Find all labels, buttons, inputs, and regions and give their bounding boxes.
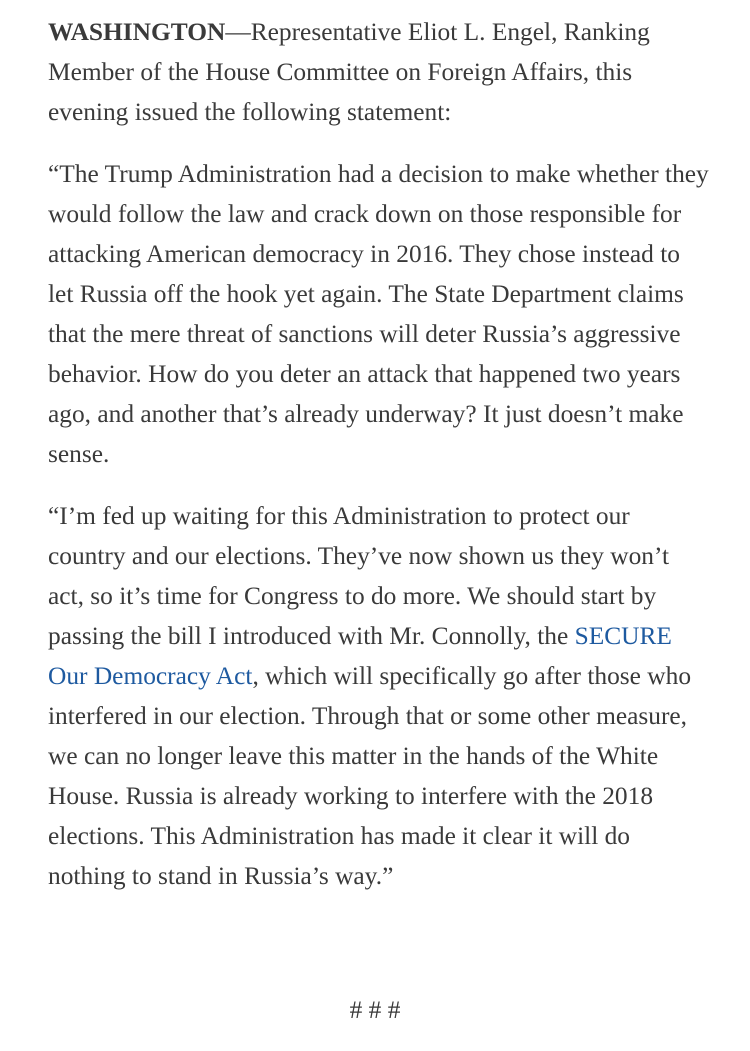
press-release-article bbox=[48, 12, 710, 918]
secure-our-democracy-act-link[interactable]: SECURE Our Democracy Act bbox=[48, 622, 672, 690]
intro-paragraph bbox=[48, 12, 710, 132]
intro-text: —Representative Eliot L. Engel, Ranking Member of the House Committee on Foreign Affairs, this evening issued the following statement: bbox=[48, 18, 650, 126]
end-of-release-mark: # # # bbox=[349, 996, 401, 1024]
quote-2-text-after-link: , which will specifically go after those who interfered in our election. Through that or some other measure, we can no longer leave this matter in the hands of the White House. Russia is already working to interfere with the 2018 elections. This Administration has made it clear it will do nothing to stand in Russia’s way.” bbox=[48, 662, 692, 890]
quote-paragraph-2 bbox=[48, 496, 710, 896]
dateline: WASHINGTON bbox=[48, 18, 226, 46]
quote-2-text-before-link: “I’m fed up waiting for this Administration to protect our country and our elections. They’ve now shown us they won’t act, so it’s time for Congress to do more. We should start by passing the bill I introduced with Mr. Connolly, the bbox=[48, 502, 670, 650]
quote-paragraph-1: “The Trump Administration had a decision to make whether they would follow the law and crack down on those responsible for attacking American democracy in 2016. They chose instead to let Russia off the hook yet again. The State Department claims that the mere threat of sanctions will deter Russia’s aggressive behavior. How do you deter an attack that happened two years ago, and another that’s already underway? It just doesn’t make sense. bbox=[48, 160, 709, 468]
